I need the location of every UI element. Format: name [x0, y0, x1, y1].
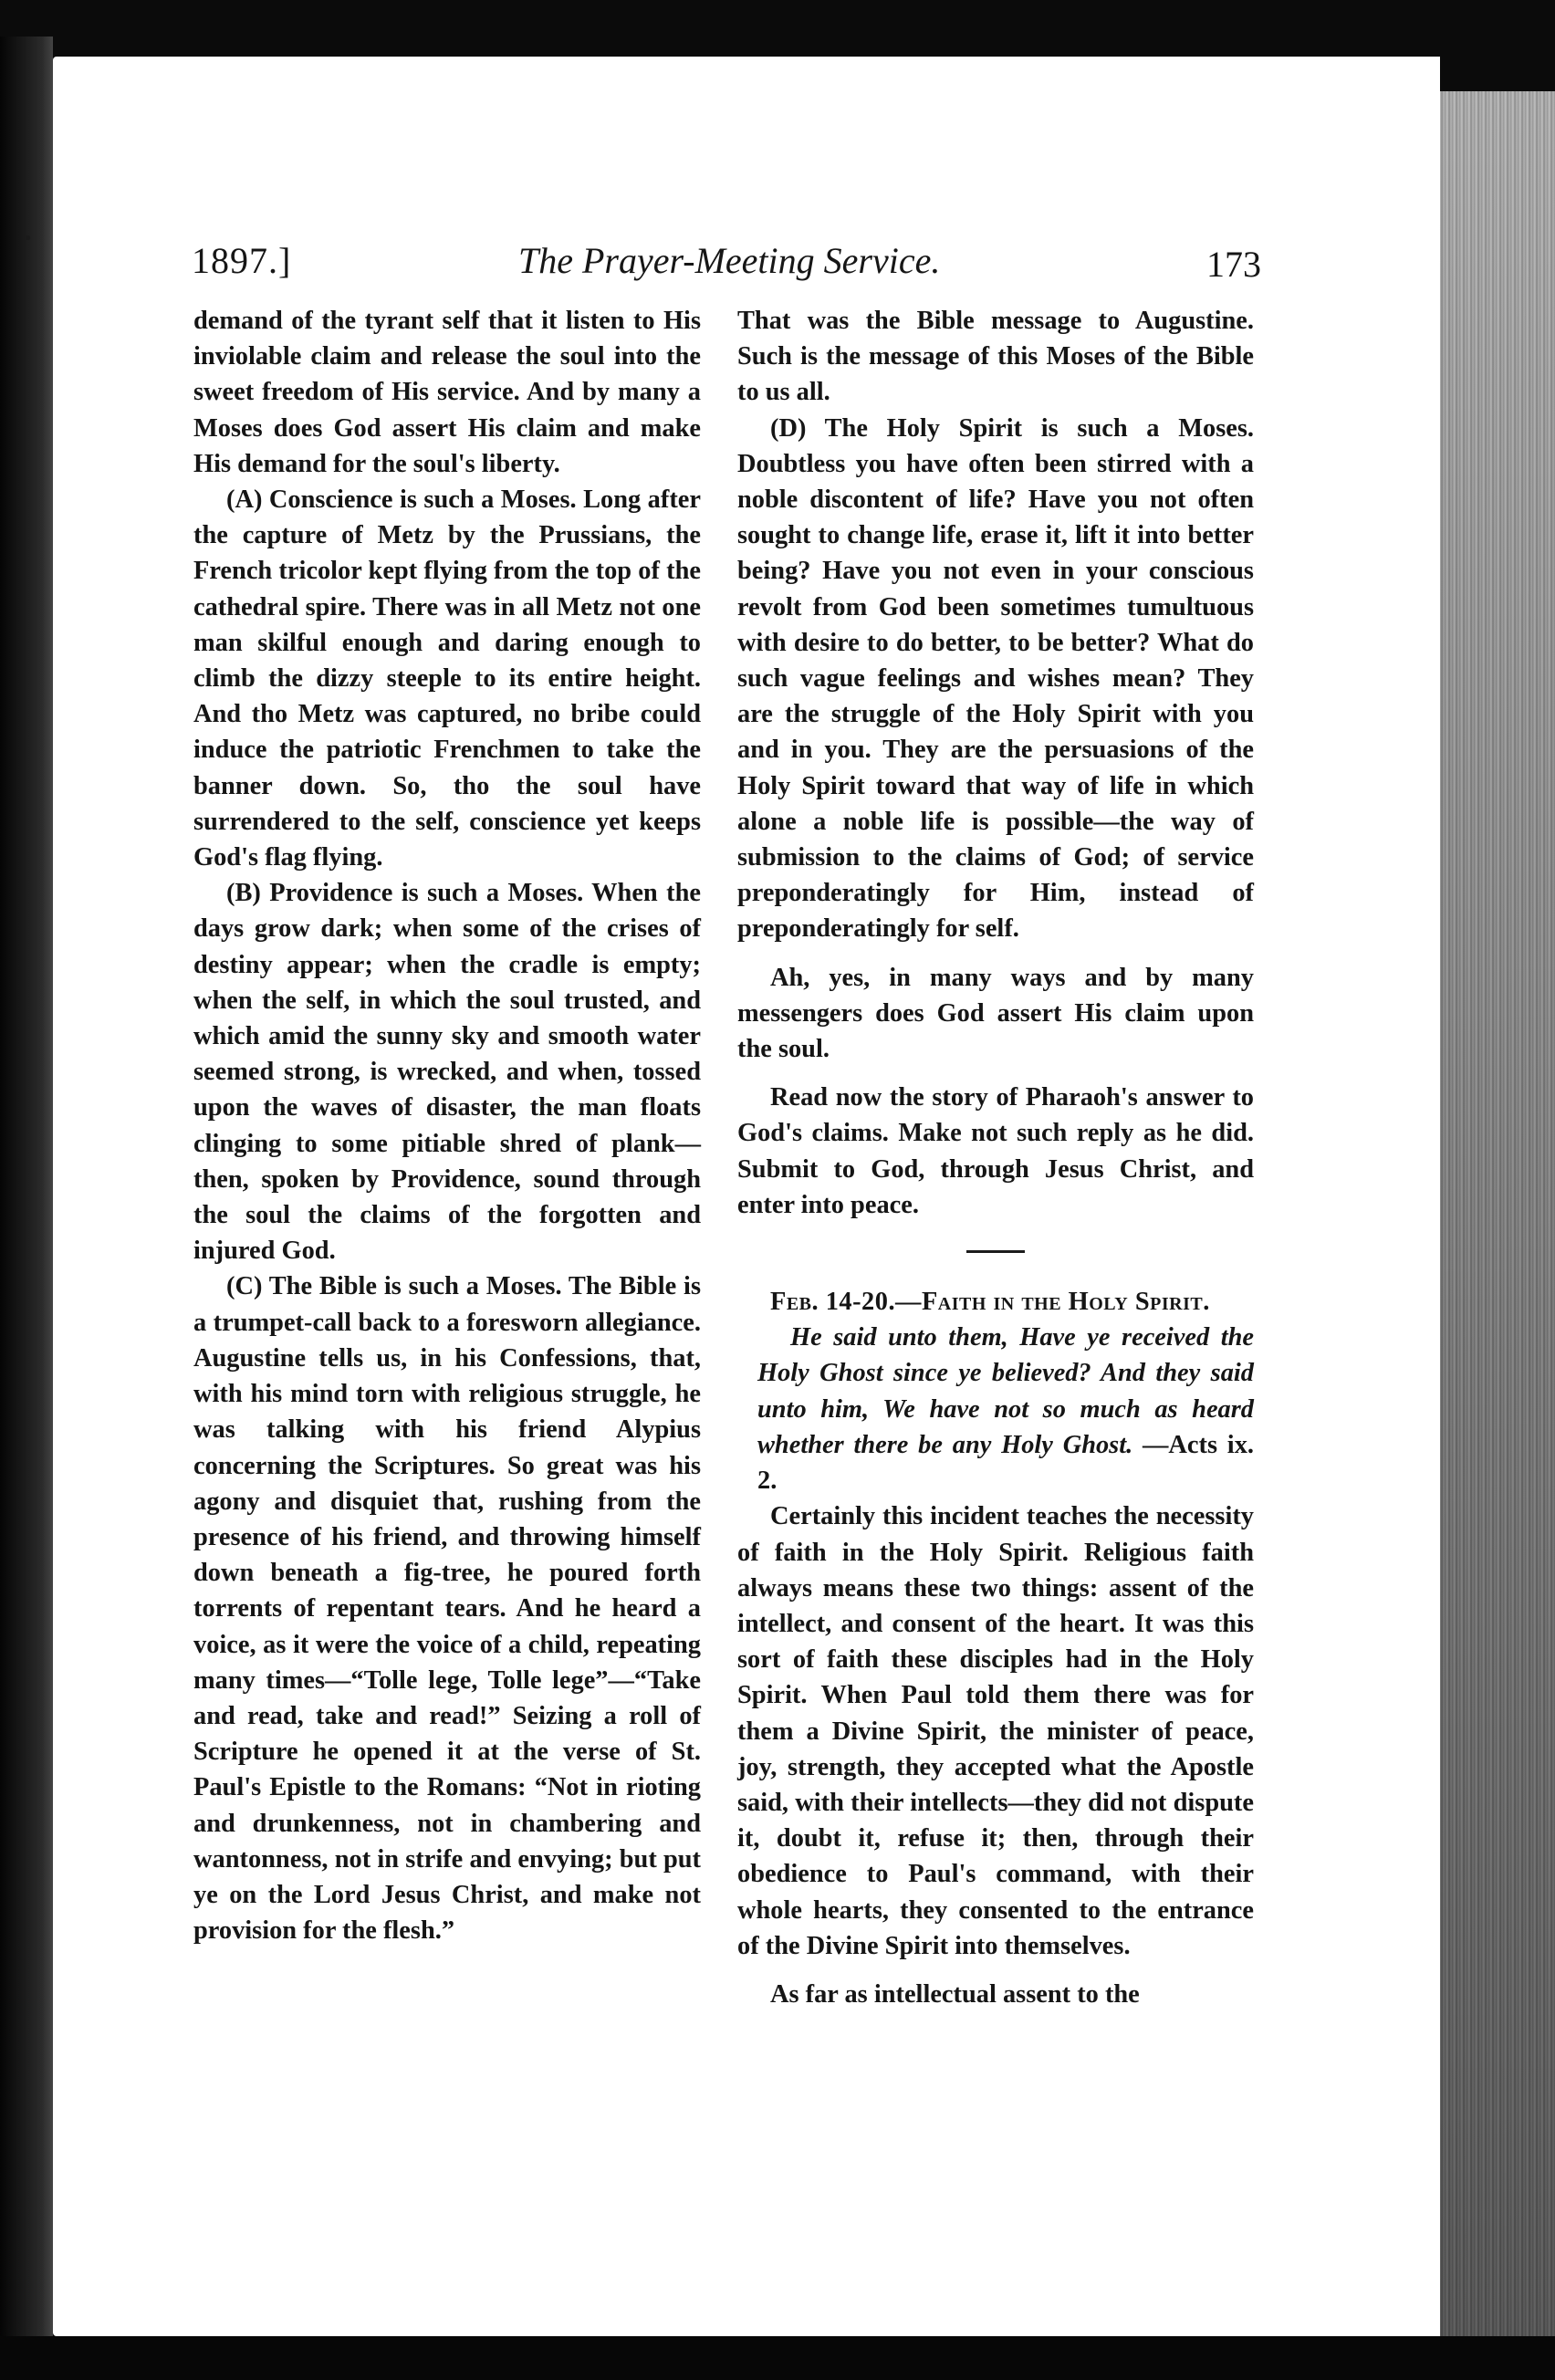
paragraph: Certainly this incident teaches the necessity of faith in the Holy Spirit. Religious faith always means these two things: assent of the intellect, and consent of the heart. It was this sort of faith these disciples had in the Holy Spirit. When Paul told them there was for them a Divine Spirit, the minister of peace, joy, strength, they accepted what the Apostle said, with their intellects—they did not dispute it, doubt it, refuse it; then, through their obedience to Paul's command, with their whole hearts, they consented to the entrance of the Divine Spirit into themselves. — [737, 1502, 1254, 1960]
paragraph: (D) The Holy Spirit is such a Moses. Doubtless you have often been stirred with a noble discontent of life? Have you not often sought to change life, erase it, lift it into better being? Have you not even in your conscious revolt from God been sometimes tumultuous with desire to do better, to be better? What do such vague feelings and wishes mean? They are the struggle of the Holy Spirit with you and in you. They are the persuasions of the Holy Spirit toward that way of life in which alone a noble life is possible—the way of submission to the claims of God; of service preponderatingly for Him, instead of preponderatingly for self. — [737, 413, 1254, 944]
paragraph: (A) Conscience is such a Moses. Long after the capture of Metz by the Prussians, the French tricolor kept flying from the top of the cathedral spire. There was in all Metz not one man skilful enough and daring enough to climb the dizzy steeple to its entire height. And tho Metz was captured, no bribe could induce the patriotic Frenchmen to take the banner down. So, tho the soul have surrendered to the self, conscience yet keeps God's flag flying. — [193, 485, 701, 872]
paragraph: Read now the story of Pharaoh's answer to God's claims. Make not such reply as he did. Submit to God, through Jesus Christ, and enter into peace. — [737, 1083, 1254, 1219]
page-number: 173 — [1206, 244, 1261, 285]
section-heading: Feb. 14-20.—Faith in the Holy Spirit. — [770, 1288, 1210, 1317]
header-title: The Prayer-Meeting Service. — [518, 240, 941, 281]
left-column — [193, 303, 701, 1948]
right-column — [737, 303, 1254, 2012]
paragraph: As far as intellectual assent to the — [770, 1979, 1140, 2009]
section-divider — [966, 1250, 1025, 1253]
header-year: 1897.] — [192, 240, 292, 281]
scripture-quote — [737, 1320, 1254, 1498]
paragraph: Ah, yes, in many ways and by many messengers does God assert His claim upon the soul. — [737, 963, 1254, 1064]
scan-left-edge — [0, 37, 53, 2336]
paragraph: (C) The Bible is such a Moses. The Bible is a trumpet-call back to a foresworn allegiance. Augustine tells us, in his Confessions, that, with his mind torn with religious struggle, he was talking with his friend Alypius concerning the Scriptures. So great was his agony and disquiet that, rushing from the presence of his friend, and throwing himself down beneath a fig-tree, he poured forth torrents of repentant tears. And he heard a voice, as it were the voice of a child, repeating many times—“Tolle lege, Tolle lege”—“Take and read, take and read!” Seizing a roll of Scripture he opened it at the verse of St. Paul's Epistle to the Romans: “Not in rioting and drunkenness, not in chambering and wantonness, not in strife and envying; but put ye on the Lord Jesus Christ, and make not provision for the flesh.” — [193, 1272, 701, 1946]
running-header — [192, 239, 1261, 294]
paragraph: That was the Bible message to Augustine. Such is the message of this Moses of the Bible to us all. — [737, 307, 1254, 407]
paragraph: (B) Providence is such a Moses. When the days grow dark; when some of the crises of destiny appear; when the cradle is empty; when the self, in which the soul trusted, and which amid the sunny sky and smooth water seemed strong, is wrecked, and when, tossed upon the waves of disaster, the man floats clinging to some pitiable shred of plank—then, spoken by Providence, sound through the soul the claims of the forgotten and injured God. — [193, 879, 701, 1266]
scripture-reference: —Acts ix. 2. — [757, 1430, 1254, 1496]
scan-bottom-edge — [0, 2336, 1555, 2380]
scan-speck — [26, 235, 30, 240]
paragraph: demand of the tyrant self that it listen to His inviolable claim and release the soul into the sweet freedom of His service. And by many a Moses does God assert His claim and make His demand for the soul's liberty. — [193, 307, 701, 478]
scripture-text: He said unto them, Have ye received the Holy Ghost since ye believed? And they said unto him, We have not so much as heard whether there be any Holy Ghost. — [757, 1323, 1254, 1459]
